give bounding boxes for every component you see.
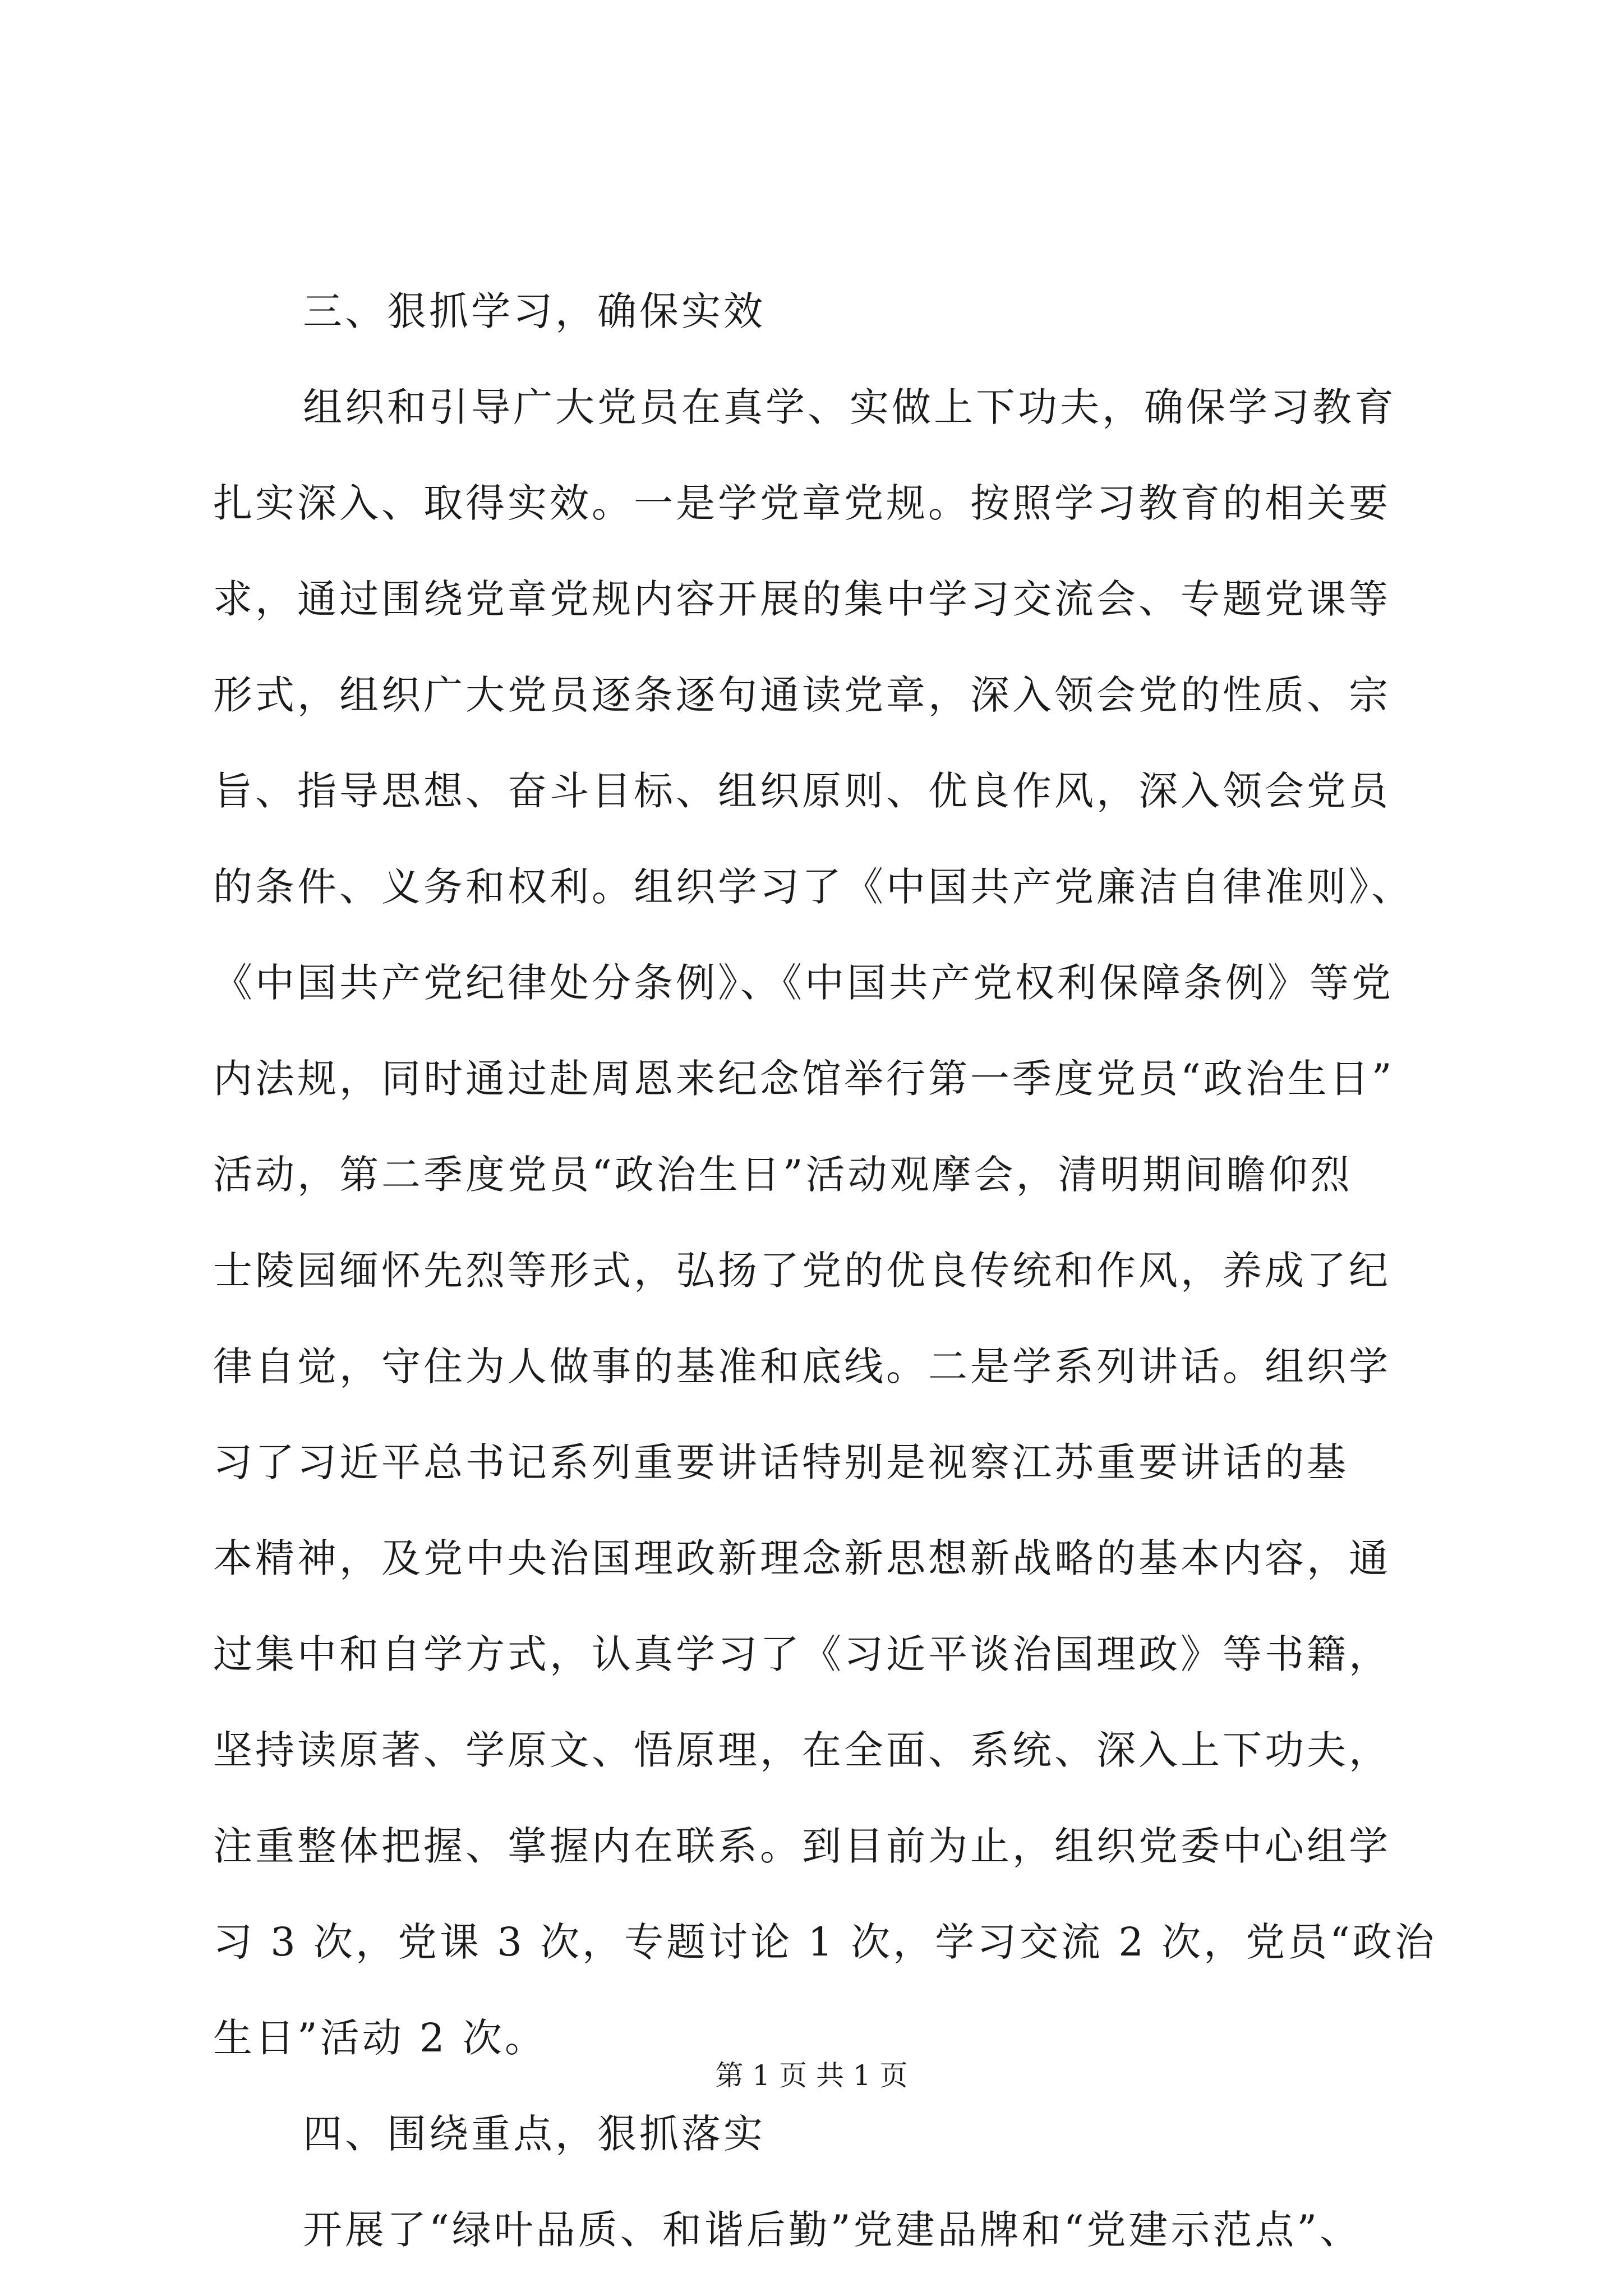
paragraph-line: 旨、指导思想、奋斗目标、组织原则、优良作风，深入领会党员 <box>213 768 1391 814</box>
paragraph-line: 律自觉，守住为人做事的基准和底线。二是学系列讲话。组织学 <box>213 1343 1391 1389</box>
paragraph-line: 开展了“绿叶品质、和谐后勤”党建品牌和“党建示范点”、 <box>303 2207 1362 2253</box>
paragraph-line: 求，通过围绕党章党规内容开展的集中学习交流会、专题党课等 <box>213 576 1391 622</box>
paragraph-line: 士陵园缅怀先烈等形式，弘扬了党的优良传统和作风，养成了纪 <box>213 1248 1391 1294</box>
section-heading-4: 四、围绕重点，狠抓落实 <box>303 2111 766 2157</box>
paragraph-line: 过集中和自学方式，认真学习了《习近平谈治国理政》等书籍， <box>213 1631 1391 1677</box>
paragraph-line: 坚持读原著、学原文、悟原理，在全面、系统、深入上下功夫， <box>213 1727 1391 1773</box>
paragraph-line: 的条件、义务和权利。组织学习了《中国共产党廉洁自律准则》、 <box>213 864 1413 910</box>
page-number-footer: 第 1 页 共 1 页 <box>715 2059 908 2092</box>
paragraph-line: 生日”活动 2 次。 <box>213 2015 547 2061</box>
document-body <box>213 264 1437 2278</box>
paragraph-line: 活动，第二季度党员“政治生日”活动观摩会，清明期间瞻仰烈 <box>213 1152 1353 1198</box>
paragraph-line: 习 3 次，党课 3 次，专题讨论 1 次，学习交流 2 次，党员“政治 <box>213 1919 1437 1965</box>
paragraph-line: 习了习近平总书记系列重要讲话特别是视察江苏重要讲话的基 <box>213 1439 1349 1485</box>
paragraph-line: 本精神，及党中央治国理政新理念新思想新战略的基本内容，通 <box>213 1535 1391 1581</box>
paragraph-line: 形式，组织广大党员逐条逐句通读党章，深入领会党的性质、宗 <box>213 672 1391 718</box>
paragraph-line: 《中国共产党纪律处分条例》、《中国共产党权利保障条例》等党 <box>213 960 1394 1006</box>
paragraph-line: 注重整体把握、掌握内在联系。到目前为止，组织党委中心组学 <box>213 1823 1391 1869</box>
paragraph-line: 内法规，同时通过赴周恩来纪念馆举行第一季度党员“政治生日” <box>213 1056 1395 1102</box>
paragraph-line: 组织和引导广大党员在真学、实做上下功夫，确保学习教育 <box>303 384 1396 430</box>
paragraph-line: 扎实深入、取得实效。一是学党章党规。按照学习教育的相关要 <box>213 480 1391 526</box>
section-heading-3: 三、狠抓学习，确保实效 <box>303 288 766 334</box>
